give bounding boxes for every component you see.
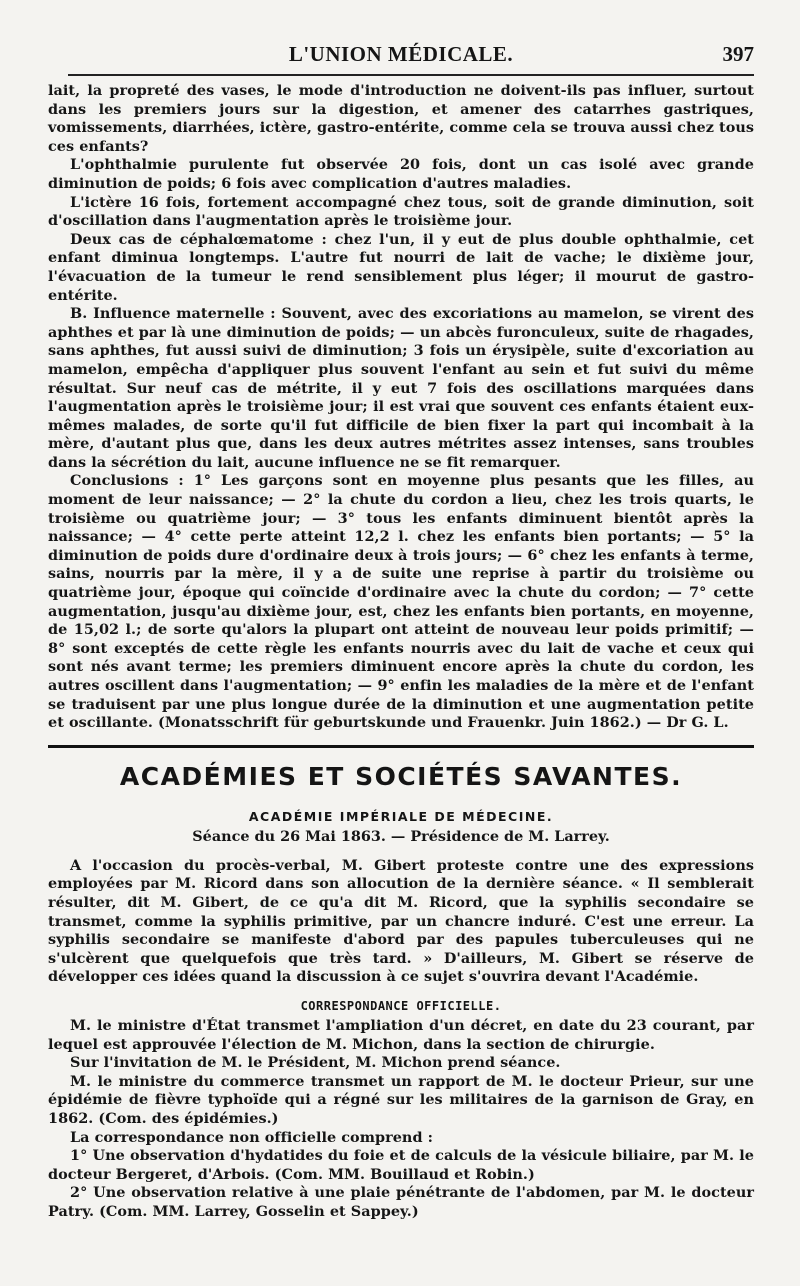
subsection-title: ACADÉMIE IMPÉRIALE DE MÉDECINE. [248, 808, 554, 824]
paragraph-observation-1: 1° Une observation d'hydatides du foie et de calculs de la vésicule biliaire, par M. le docteur Bergeret, d'Arbois. (Com. MM. Bouillaud et Robin.) [48, 1147, 754, 1183]
journal-title: L'UNION MÉDICALE. [288, 42, 514, 66]
paragraph-conclusions: Conclusions : 1° Les garçons sont en moyenne plus pesants que les filles, au moment de leur naissance; — 2° la chute du cordon a lieu, chez les trois quarts, le troisième ou quatrième jour; — 3° tous les enfants diminuent bientôt après la naissance; — 4° cette perte atteint 12,2 l. chez les enfants bien portants; — 5° la diminution de poids dure d'ordinaire deux à trois jours; — 6° chez les enfants à terme, sains, nourris par la mère, il y a de suite une reprise à partir du troisième ou quatrième jour, époque qui coïncide d'ordinaire avec la chute du cordon; — 7° cette augmentation, jusqu'au dixième jour, est, chez les enfants bien portants, en moyenne, de 15,02 l.; de sorte qu'alors la plupart ont atteint de nouveau leur poids primitif; — 8° sont exceptés de cette règle les enfants nourris avec du lait de vache et ceux qui sont nés avant terme; les premiers diminuent encore après la chute du cordon, les autres oscillent dans l'augmentation; — 9° enfin les maladies de la mère et de l'enfant se traduisent par une plus longue durée de la diminution et une augmentation petite et oscillante. (Monatsschrift für geburtskunde und Frauenkr. Juin 1862.) — Dr G. L. [48, 472, 754, 732]
section-divider [48, 745, 754, 748]
paragraph-influence-maternelle: B. Influence maternelle : Souvent, avec des excoriations au mamelon, se virent des aphthes et par là une diminution de poids; — un abcès furonculeux, suite de rhagades, sans aphthes, fut aussi suivi de diminution; 3 fois un érysipèle, suite d'excoriation au mamelon, empêcha d'appliquer plus souvent l'enfant au sein et fut suivi du même résultat. Sur neuf cas de métrite, il y eut 7 fois des oscillations marquées dans l'augmentation après le troisième jour; il est vrai que souvent ces enfants étaient eux-mêmes malades, de sorte qu'il fut difficile de bien fixer la part qui incombait à la mère, d'autant plus que, dans les deux autres métrites assez intenses, sans troubles dans la sécrétion du lait, aucune influence ne se fit remarquer. [48, 305, 754, 471]
paragraph-michon: Sur l'invitation de M. le Président, M. Michon prend séance. [70, 1054, 561, 1072]
paragraph-cephalaematome: Deux cas de céphalœmatome : chez l'un, il y eut de plus double ophthalmie, cet enfant diminua longtemps. L'autre fut nourri de lait de vache; le dixième jour, l'évacuation de la tumeur le rend sensiblement plus léger; il mourut de gastro-entérite. [48, 230, 754, 304]
header-rule [68, 74, 754, 76]
running-header [48, 34, 754, 68]
paragraph-ministre-etat: M. le ministre d'État transmet l'ampliation d'un décret, en date du 23 courant, par lequel est approuvée l'élection de M. Michon, dans la section de chirurgie. [48, 1016, 754, 1053]
paragraph-non-officielle: La correspondance non officielle comprend : [70, 1128, 433, 1146]
section-title: ACADÉMIES ET SOCIÉTÉS SAVANTES. [119, 761, 683, 791]
page-number: 397 [722, 42, 754, 66]
paragraph-ophthalmie: L'ophthalmie purulente fut observée 20 fois, dont un cas isolé avec grande diminution de poids; 6 fois avec complication d'autres maladies. [48, 156, 754, 192]
paragraph-ictere: L'ictère 16 fois, fortement accompagné chez tous, soit de grande diminution, soit d'oscillation dans l'augmentation après le troisième jour. [48, 193, 754, 230]
paragraph-observation-2: 2° Une observation relative à une plaie pénétrante de l'abdomen, par M. le docteur Patry. (Com. MM. Larrey, Gosselin et Sappey.) [48, 1184, 754, 1220]
seance-line: Séance du 26 Mai 1863. — Présidence de M. Larrey. [192, 827, 610, 845]
paragraph-intro: lait, la propreté des vases, le mode d'introduction ne doivent-ils pas influer, surtout dans les premiers jours sur la digestion, et amener des catarrhes gastriques, vomissements, diarrhées, ictère, gastro-entérite, comme cela se trouva aussi chez tous ces enfants? [48, 82, 755, 155]
paragraph-proces-verbal: A l'occasion du procès-verbal, M. Gibert proteste contre une des expressions employées par M. Ricord dans son allocution de la dernière séance. « Il semblerait résulter, dit M. Gibert, de ce qu'a dit M. Ricord, que la syphilis secondaire se transmet, comme la syphilis primitive, par un chancre induré. C'est une erreur. La syphilis secondaire se manifeste d'abord par des papules tuberculeuses qui ne s'ulcèrent que quelquefois que très tard. » D'ailleurs, M. Gibert se réserve de développer ces idées quand la discussion à ce sujet s'ouvrira devant l'Académie. [48, 856, 754, 986]
paragraph-ministre-commerce: M. le ministre du commerce transmet un rapport de M. le docteur Prieur, sur une épidémie de fièvre typhoïde qui a régné sur les militaires de la garnison de Gray, en 1862. (Com. des épidémies.) [48, 1072, 754, 1127]
correspondance-title: CORRESPONDANCE OFFICIELLE. [300, 998, 502, 1013]
